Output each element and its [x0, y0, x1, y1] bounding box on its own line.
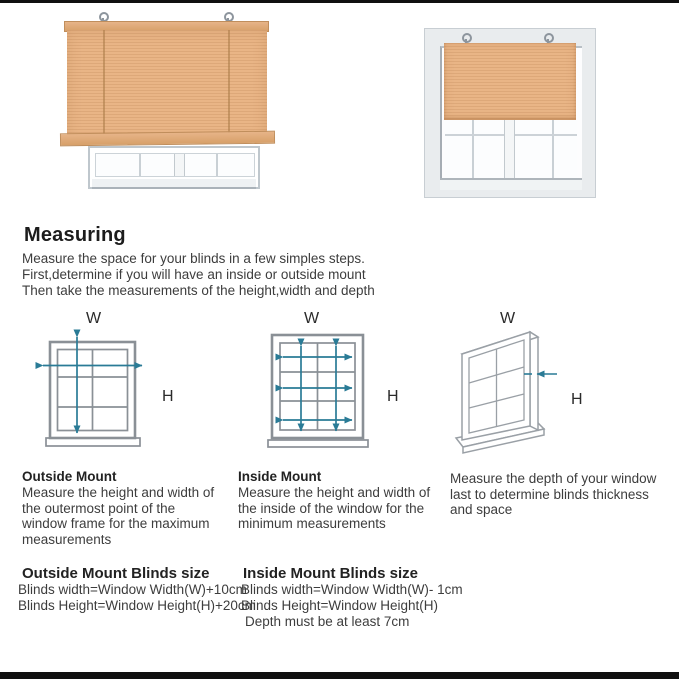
inside-mount-photo [424, 28, 596, 198]
blind-bottom-rail [60, 131, 275, 147]
width-label: W [304, 310, 320, 327]
height-label: H [387, 388, 399, 405]
window-mullion [552, 120, 554, 178]
window-mullion [139, 154, 141, 176]
bottom-border-bar [0, 672, 679, 679]
outside-mount-title: Outside Mount [22, 469, 117, 484]
inside-mount-size [241, 565, 463, 630]
inside-mount-diagram [240, 308, 440, 460]
intro-line: First,determine if you will have an inside or outside mount [22, 267, 366, 282]
outside-size-title: Outside Mount Blinds size [22, 565, 210, 582]
outside-mount-size [18, 565, 256, 614]
intro-line: Then take the measurements of the height,width and depth [22, 283, 375, 298]
inside-mount-window-drawing [240, 308, 440, 460]
blind-panel [67, 30, 267, 142]
inside-mount-body: Measure the height and width of the inside of the window for the minimum measurements [238, 485, 431, 531]
size-formula: Blinds width=Window Width(W)+10cm [18, 582, 247, 597]
outside-mount-window-drawing [20, 308, 220, 460]
size-formula: Depth must be at least 7cm [245, 614, 410, 629]
perspective-window-drawing [440, 308, 640, 460]
width-label: W [500, 310, 516, 327]
blind-panel [444, 43, 576, 120]
blind-cord [228, 30, 230, 142]
window-mullion [216, 154, 218, 176]
window-center-divider [504, 120, 515, 178]
window-sill [92, 179, 256, 189]
inside-size-title: Inside Mount Blinds size [243, 565, 419, 582]
size-formula: Blinds Height=Window Height(H) [241, 598, 438, 613]
width-label: W [86, 310, 102, 327]
window-panes [95, 153, 255, 177]
blind-cord [103, 30, 105, 142]
outside-mount-diagram [20, 308, 220, 460]
outside-mount-info [22, 469, 218, 547]
outside-mount-photo [60, 12, 275, 192]
window-panes [445, 120, 577, 178]
height-label: H [571, 391, 583, 408]
window-frame [88, 146, 260, 189]
intro-line: Measure the space for your blinds in a few simples steps. [22, 251, 365, 266]
depth-diagram [440, 308, 640, 460]
window-center-divider [174, 154, 185, 176]
size-formula: Blinds Height=Window Height(H)+20cm [18, 598, 256, 613]
outside-mount-body: Measure the height and width of the outermost point of the window frame for the maximum measurements [22, 485, 215, 547]
window-mullion [472, 120, 474, 178]
inside-mount-title: Inside Mount [238, 469, 322, 484]
window-sill [440, 178, 582, 190]
inside-mount-info [238, 469, 444, 532]
height-label: H [162, 388, 174, 405]
size-formula: Blinds width=Window Width(W)- 1cm [241, 582, 463, 597]
top-border-bar [0, 0, 679, 3]
section-title: Measuring [24, 224, 126, 246]
depth-info: Measure the depth of your window last to determine blinds thickness and space [450, 471, 657, 517]
